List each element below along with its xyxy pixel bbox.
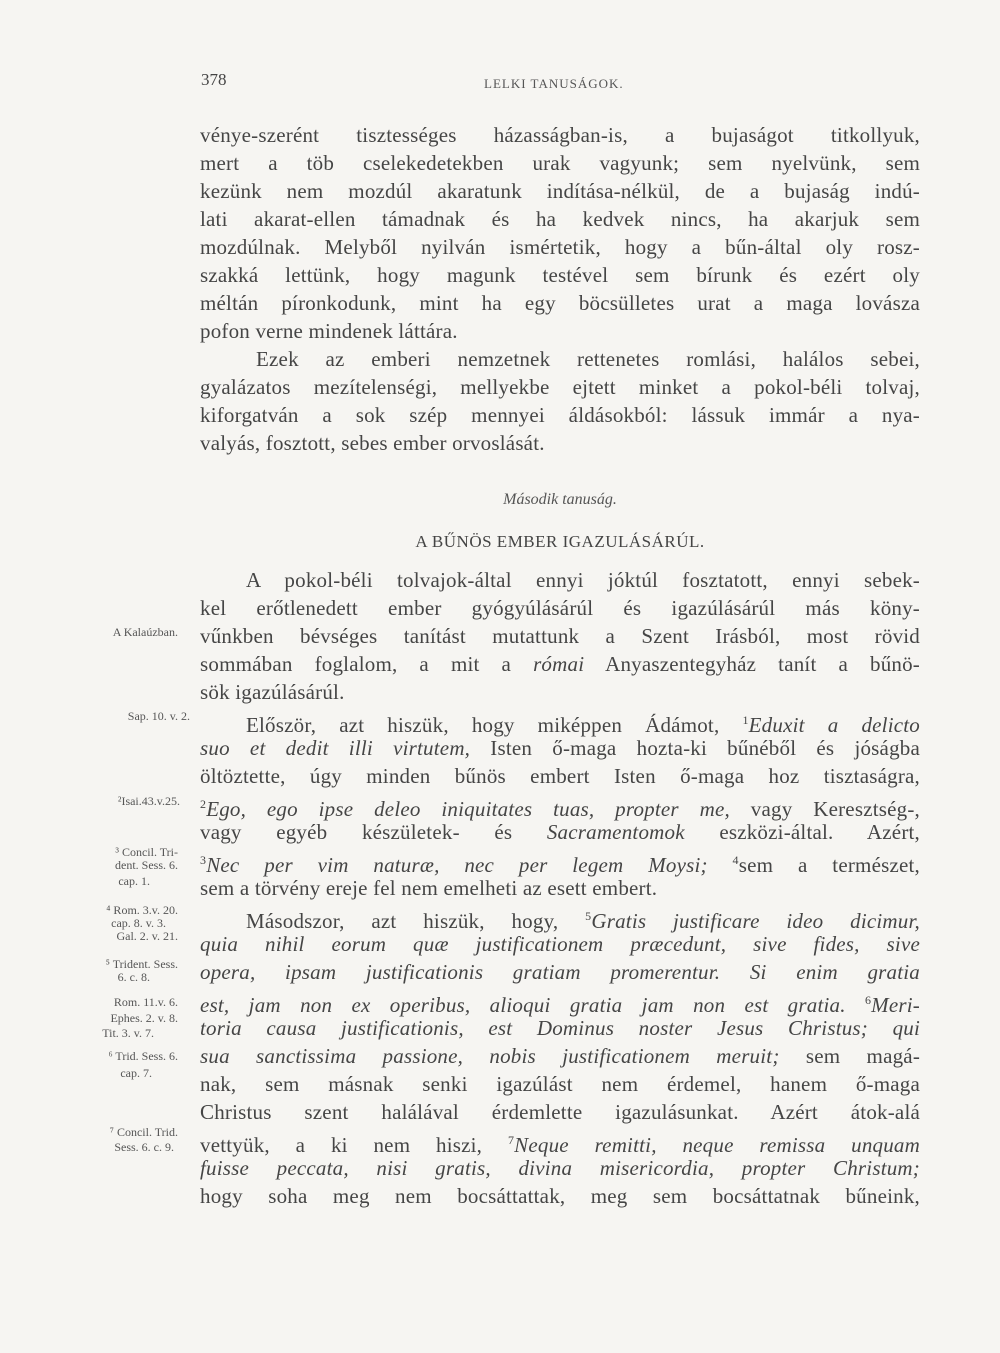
margin-note: Sap. 10. v. 2. bbox=[127, 709, 190, 723]
text-line: méltán píronkodunk, mint ha egy böcsülletes urat a maga lovásza bbox=[200, 291, 920, 315]
text-line: opera, ipsam justificationis gratiam promerentur. Si enim gratia bbox=[200, 960, 920, 984]
text-run: sem a természet, bbox=[738, 853, 921, 877]
margin-note: dent. Sess. 6. bbox=[115, 858, 178, 872]
text-line bbox=[200, 818, 920, 846]
running-head: LELKI TANUSÁGOK. bbox=[484, 76, 624, 91]
margin-note: Gal. 2. v. 21. bbox=[116, 929, 178, 943]
footnote-ref: 7 bbox=[507, 1133, 515, 1147]
italic-run: Eduxit a delicto bbox=[748, 713, 920, 737]
text-line: hogy soha meg nem bocsáttattak, meg sem bocsáttatnak bűneink, bbox=[200, 1184, 920, 1208]
text-line: Christus szent halálával érdemlette igazulásunkat. Azért átok-alá bbox=[200, 1100, 920, 1124]
text-line: quia nihil eorum quæ justificationem præcedunt, sive fides, sive bbox=[200, 932, 920, 956]
text-run: vagy egyéb készületek- és bbox=[200, 820, 547, 844]
italic-run: Neque remitti, neque remissa unquam bbox=[514, 1133, 920, 1157]
italic-run: Gratis justificare ideo dicimur, bbox=[591, 909, 920, 933]
text-line: mozdúlnak. Melyből nyilván ismértetik, hogy a bűn-által oly rosz- bbox=[200, 235, 920, 259]
margin-note: 6. c. 8. bbox=[117, 970, 150, 984]
italic-run: Nec per vim naturæ, nec per legem Moysi; bbox=[206, 853, 708, 877]
margin-note: A Kalaúzban. bbox=[112, 625, 178, 639]
text-line: sök igazúlásárúl. bbox=[200, 680, 345, 704]
text-line: kiforgatván a sok szép mennyei áldásokból: lássuk immár a nya- bbox=[200, 403, 920, 427]
text-line: sem a törvény ereje fel nem emelheti az esett embert. bbox=[200, 876, 658, 900]
text-run: sem magá- bbox=[779, 1044, 921, 1068]
italic-run: Sacramentomok bbox=[546, 820, 685, 844]
margin-note: Ephes. 2. v. 8. bbox=[110, 1011, 178, 1025]
text-line: lati akarat-ellen támadnak és ha kedvek nincs, ha akarjuk sem bbox=[200, 207, 920, 231]
text-line: vénye-szerént tisztességes házasságban-is, a bujaságot titkollyuk, bbox=[200, 123, 920, 147]
margin-note: ³ Concil. Tri- bbox=[115, 845, 178, 859]
text-line: vűnkben bévséges tanítást mutattunk a Szent Irásból, most rövid bbox=[200, 624, 920, 648]
section-title: A BŰNÖS EMBER IGAZULÁSÁRÚL. bbox=[415, 532, 705, 551]
italic-run: Meri- bbox=[871, 993, 920, 1017]
page-number: 378 bbox=[201, 70, 227, 89]
text-run: Másodszor, azt hiszük, hogy, bbox=[246, 909, 586, 933]
text-line: szakká lettünk, hogy magunk testével sem bírunk és ezért oly bbox=[200, 263, 920, 287]
text-line: toria causa justificationis, est Dominus noster Jesus Christus; qui bbox=[200, 1016, 920, 1040]
footnote-ref: 5 bbox=[585, 909, 592, 923]
section-label: Második tanuság. bbox=[503, 491, 617, 508]
footnote-ref: 6 bbox=[864, 993, 872, 1007]
margin-note: ²Isai.43.v.25. bbox=[117, 794, 180, 808]
text-run: eszközi-által. Azért, bbox=[684, 820, 920, 844]
margin-note: ⁵ Trident. Sess. bbox=[105, 957, 178, 971]
margin-note: ⁶ Trid. Sess. 6. bbox=[108, 1049, 178, 1063]
text-line: mert a töb cselekedetekben urak vagyunk; sem nyelvünk, sem bbox=[200, 151, 920, 175]
text-run: vettyük, a ki nem hiszi, bbox=[200, 1133, 508, 1157]
text-line: kel erőtlenedett ember gyógyúlásárúl és igazúlásárúl más köny- bbox=[200, 596, 920, 620]
text-run: vagy Keresztség-, bbox=[729, 797, 920, 821]
italic-run: suo et dedit illi virtutem, bbox=[200, 736, 471, 760]
margin-note: cap. 8. v. 3. bbox=[111, 916, 166, 930]
text-line bbox=[200, 650, 920, 678]
text-line bbox=[200, 734, 920, 762]
margin-note: Sess. 6. c. 9. bbox=[114, 1140, 174, 1154]
text-run: sommában foglalom, a mit a bbox=[200, 652, 534, 676]
margin-note: cap. 7. bbox=[120, 1066, 152, 1080]
italic-run: római bbox=[533, 652, 585, 676]
margin-note: Tit. 3. v. 7. bbox=[102, 1026, 154, 1040]
text-line: fuisse peccata, nisi gratis, divina misericordia, propter Christum; bbox=[200, 1156, 920, 1180]
footnote-ref: 3 bbox=[200, 853, 207, 867]
text-line: gyalázatos mezítelenségi, mellyekbe ejtett minket a pokol-béli tolvaj, bbox=[200, 375, 920, 399]
text-line: kezünk nem mozdúl akaratunk indítása-nélkül, de a bujaság indú- bbox=[200, 179, 920, 203]
text-line: nak, sem másnak senki igazúlást nem érdemel, hanem ő-maga bbox=[200, 1072, 920, 1096]
margin-note: Rom. 11.v. 6. bbox=[113, 995, 178, 1009]
text-line: A pokol-béli tolvajok-által ennyi jóktúl fosztatott, ennyi sebek- bbox=[246, 568, 920, 592]
margin-note: ⁷ Concil. Trid. bbox=[109, 1125, 178, 1139]
italic-run: Ego, ego ipse deleo iniquitates tuas, propter me, bbox=[206, 797, 730, 821]
text-line: öltöztette, úgy minden bűnös embert Isten ő-maga hoz tisztaságra, bbox=[200, 764, 920, 788]
text-line: valyás, fosztott, sebes ember orvoslását. bbox=[200, 431, 545, 455]
text-line: Ezek az emberi nemzetnek rettenetes romlási, halálos sebei, bbox=[256, 347, 920, 371]
margin-note: ⁴ Rom. 3.v. 20. bbox=[106, 903, 178, 917]
text-run: Először, azt hiszük, hogy miképpen Ádámot, bbox=[246, 713, 743, 737]
footnote-ref: 2 bbox=[200, 797, 207, 811]
margin-note: cap. 1. bbox=[118, 874, 150, 888]
footnote-ref: 1 bbox=[742, 713, 749, 727]
text-line bbox=[200, 1042, 920, 1070]
italic-run: est, jam non ex operibus, alioqui gratia jam non est gratia. bbox=[200, 993, 846, 1017]
text-line: pofon verne mindenek láttára. bbox=[200, 319, 458, 343]
footnote-ref: 4 bbox=[732, 853, 739, 867]
text-run: Anyaszentegyház tanít a bűnö- bbox=[584, 652, 920, 676]
text-run: Isten ő-maga hozta-ki bűnéből és jóságba bbox=[470, 736, 920, 760]
italic-run: sua sanctissima passione, nobis justificationem meruit; bbox=[200, 1044, 780, 1068]
